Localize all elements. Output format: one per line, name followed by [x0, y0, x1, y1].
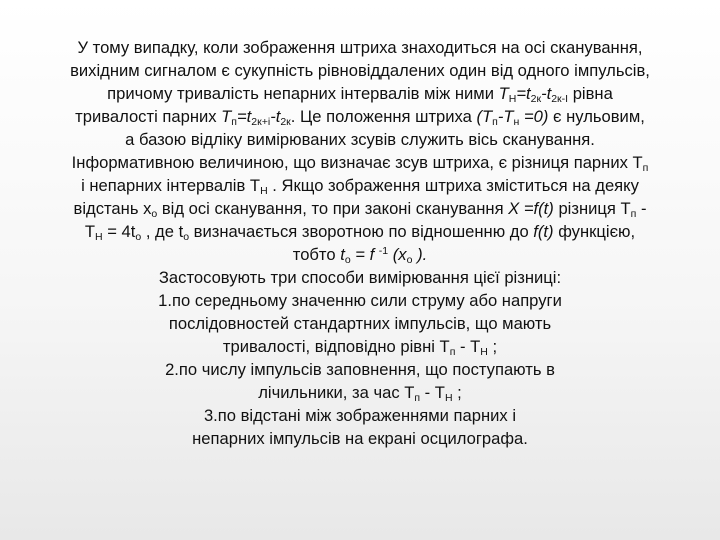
subscript: п [630, 208, 637, 220]
italic-run: Т [498, 84, 509, 103]
italic-run: -t [270, 107, 281, 126]
subscript: Н [480, 346, 488, 358]
text-run: причому тривалість непарних інтервалів між ними [107, 84, 499, 103]
italic-run: -t [541, 84, 552, 103]
text-run: 2.по числу імпульсів заповнення, що поступають в [165, 360, 555, 379]
text-run: тобто [292, 245, 341, 264]
text-line [6, 174, 714, 197]
text-run: Інформативною величиною, що визначає зсув штриха, є різниця парних Т [71, 153, 643, 172]
subscript: п [492, 116, 498, 128]
subscript: п [642, 162, 649, 174]
text-line [6, 358, 714, 381]
superscript: -1 [378, 245, 389, 257]
italic-run: (x [392, 245, 407, 264]
text-run: Застосовують три способи вимірювання цієї різниці: [158, 268, 562, 287]
text-run: а базою відліку вимірюваних зсувів служить вісь сканування. [125, 130, 595, 149]
text-run: тривалості, відповідно рівні Т [222, 337, 450, 356]
text-run: є нульовим, [548, 107, 645, 126]
text-line [6, 128, 714, 151]
text-run: - Т [420, 383, 445, 402]
text-run: тривалості парних [75, 107, 222, 126]
text-line [6, 266, 714, 289]
text-line [6, 82, 714, 105]
text-run: У тому випадку, коли зображення штриха знаходиться на осі сканування, [77, 38, 643, 57]
text-run: Т [84, 222, 96, 241]
subscript: o [183, 231, 190, 243]
body-text [6, 36, 714, 450]
text-run: відстань x [73, 199, 152, 218]
subscript: o [151, 208, 158, 220]
text-run: 3.по відстані між зображеннями парних і [203, 406, 517, 425]
subscript: Н [95, 231, 103, 243]
subscript: o [135, 231, 142, 243]
text-line [6, 381, 714, 404]
italic-run: = f [350, 245, 379, 264]
text-line [6, 151, 714, 174]
italic-run: =t [516, 84, 531, 103]
text-line [6, 289, 714, 312]
text-line [6, 427, 714, 450]
text-run: лічильники, за час Т [258, 383, 415, 402]
subscript: н [513, 116, 520, 128]
subscript: Н [508, 93, 517, 105]
italic-run: f(t) [533, 222, 554, 241]
text-run: рівна [568, 84, 613, 103]
text-run: вихідним сигналом є сукупність рівновіддалених один від одного імпульсів, [70, 61, 650, 80]
italic-run: -Т [497, 107, 514, 126]
text-line [6, 220, 714, 243]
text-line [6, 404, 714, 427]
italic-run: ). [417, 245, 428, 264]
text-line [6, 36, 714, 59]
subscript: o [406, 254, 413, 266]
text-run: від осі сканування, то при законі сканування [157, 199, 509, 218]
subscript: п [231, 116, 237, 128]
subscript: п [449, 346, 456, 358]
subscript: 2к [530, 93, 542, 105]
text-run: і непарних інтервалів Т [81, 176, 261, 195]
text-line [6, 59, 714, 82]
text-run: функцією, [553, 222, 636, 241]
italic-run: =0) [519, 107, 549, 126]
text-line [6, 197, 714, 220]
text-line [6, 312, 714, 335]
subscript: Н [444, 392, 453, 404]
text-line [6, 105, 714, 128]
text-run: визначається зворотною по відношенню до [189, 222, 534, 241]
text-run: ; [487, 337, 498, 356]
subscript: o [344, 254, 351, 266]
subscript: п [414, 392, 421, 404]
text-run: різниця Т [553, 199, 631, 218]
italic-run: t [340, 245, 345, 264]
italic-run: (Т [476, 107, 493, 126]
italic-run: X =f(t) [508, 199, 554, 218]
subscript: 2к [280, 116, 291, 128]
text-line [6, 243, 714, 266]
text-run: 1.по середньому значенню сили струму або напруги [158, 291, 562, 310]
subscript: 2к+і [251, 116, 271, 128]
subscript: 2к-І [551, 93, 569, 105]
text-run: ; [452, 383, 462, 402]
text-run: . Якщо зображення штриха зміститься на деяку [267, 176, 639, 195]
text-run: . Це положення штриха [290, 107, 477, 126]
text-line [6, 335, 714, 358]
subscript: Н [260, 185, 268, 197]
text-run: , де t [141, 222, 184, 241]
text-run: - Т [455, 337, 481, 356]
text-run: послідовностей стандартних імпульсів, що мають [168, 314, 552, 333]
text-run: - [636, 199, 647, 218]
text-run: = 4t [102, 222, 136, 241]
italic-run: =t [236, 107, 252, 126]
text-run: непарних імпульсів на екрані осцилографа. [192, 429, 528, 448]
italic-run: Т [221, 107, 232, 126]
